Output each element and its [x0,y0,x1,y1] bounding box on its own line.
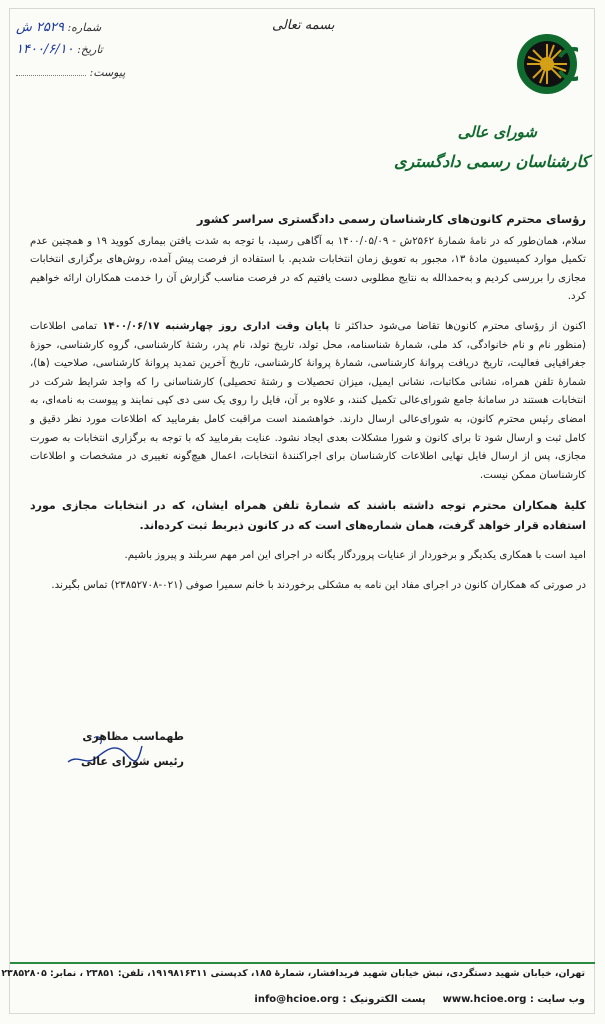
org-name-line2: کارشناسان رسمی دادگستری [394,152,589,171]
website-label: وب سایت : [529,994,585,1005]
number-label: شماره: [67,21,102,34]
basmala: بسمه تعالی [272,18,335,33]
org-name-line1: شورای عالی [457,123,537,141]
salutation: رؤسای محترم کانون‌های کارشناسان رسمی دادگستری سراسر کشور [196,212,586,226]
ref-date [16,42,103,57]
signer-title: رئیس شورای عالی [81,755,184,768]
paragraph-4: امید است با همکاری یکدیگر و برخوردار از عنایات پروردگار یگانه در اجرای این امر مهم سربلند و پیروز باشیم. [124,550,586,562]
paragraph-2-start: اکنون از رؤسای محترم کانون‌ها تقاضا می‌شود حداکثر تا [334,320,587,332]
paragraph-2 [30,318,586,485]
signer-name: طهماسب مظاهری [82,730,184,743]
signature-block [64,730,184,768]
ref-attachment [16,66,125,79]
attachment-label: پیوست: [89,66,126,79]
website-link[interactable]: www.hcioe.org [442,994,527,1005]
footer-contact [30,994,585,1005]
footer-address: تهران، خیابان شهید دستگردی، نبش خیابان شهید فریدافشار، شمارهٔ ۱۸۵، کدپستی ۱۹۱۹۸۱۶۳۱۱، تلفن: ۲۳۸۵۱ ، نمابر: ۲۳۸۵۲۸۰۵ [1,968,585,979]
deadline: پایان وقت اداری روز چهارشنبه ۱۴۰۰/۰۶/۱۷ [102,320,330,332]
date-label: تاریخ: [77,43,103,56]
email-label: پست الکترونیک : [342,994,426,1005]
paragraph-3-notice: کلیهٔ همکاران محترم توجه داشته باشند که شمارهٔ تلفن همراه ایشان، که در انتخابات مجازی مورد استفاده قرار خواهد گرفت، همان شماره‌های است که در کانون ذیربط ثبت کرده‌اند. [30,499,586,533]
email-link[interactable]: info@hcioe.org [254,994,340,1005]
letter-body [30,210,586,607]
footer-divider [10,962,595,964]
number-value: ۲۵۲۹ ش [16,20,64,35]
council-logo-icon [516,33,578,95]
paragraph-2-rest: تمامی اطلاعات (منظور نام و نام خانوادگی، کد ملی، شمارهٔ شناسنامه، محل تولد، تاریخ تولد، نام پدر، رشتهٔ کارشناسی، گروه کارشناسی، حوزهٔ جغرافیایی فعالیت، تاریخ دریافت پروانهٔ کارشناسی، شمارهٔ پروانهٔ کارشناسی، تاریخ آخرین تمدید پروانهٔ کارشناسی، صلاحیت (ها)، شمارهٔ تلفن همراه، نشانی مکاتبات، نشانی ایمیل، میزان تحصیلات و رشتهٔ تحصیلی) کارشناسانی را که واجد شرایط شرکت در انتخابات هستند در سامانهٔ جامع شورای‌عالی تکمیل کنند، و علاوه بر آن، فایل را روی یک سی دی کپی نمایند و پیوست به نامه‌ای، به امضای رئیس محترم کانون، به شورای‌عالی ارسال دارند. خواهشمند است مراقبت کامل بفرمایید که اطلاعات مورد نظر دقیق و کامل ثبت و ارسال شود تا برای کانون و شورا مشکلات بعدی ایجاد نشود. عنایت بفرمایید که با توجه به برگزاری انتخابات به صورت مجازی، پس از ارسال فایل نهایی اطلاعات کارشناسان برای اجراکنندهٔ انتخابات، اعمال هیچ‌گونه تغییری در مشخصات و اطلاعات کارشناسان ممکن نیست. [30,320,586,481]
ref-number [16,20,101,35]
paragraph-1: سلام، همان‌طور که در نامهٔ شمارهٔ ۲۵۶۲ش - ۱۴۰۰/۰۵/۰۹ به آگاهی رسید، با توجه به شدت یافتن بیماری کووید ۱۹ و همچنین عدم تکمیل موارد کمیسیون مادهٔ ۱۳، مجبور به تعویق زمان انتخابات شدیم. با استفاده از فرصت پیش آمده، روش‌های برگزاری انتخابات مجازی را بررسی کردیم و به‌حمدالله به نتایج مطلوبی دست یافتیم که در فرصت مناسب گزارش آن را خدمت همکاران ارائه خواهیم کرد. [30,235,587,303]
date-value: ۱۴۰۰/۶/۱۰ [16,42,74,57]
paragraph-5: در صورتی که همکاران کانون در اجرای مفاد این نامه به مشکلی برخوردند با خانم سمیرا صوفی (۰۲۱-۲۳۸۵۲۷۰۸) تماس بگیرند. [51,579,586,591]
attachment-blank [16,75,86,76]
